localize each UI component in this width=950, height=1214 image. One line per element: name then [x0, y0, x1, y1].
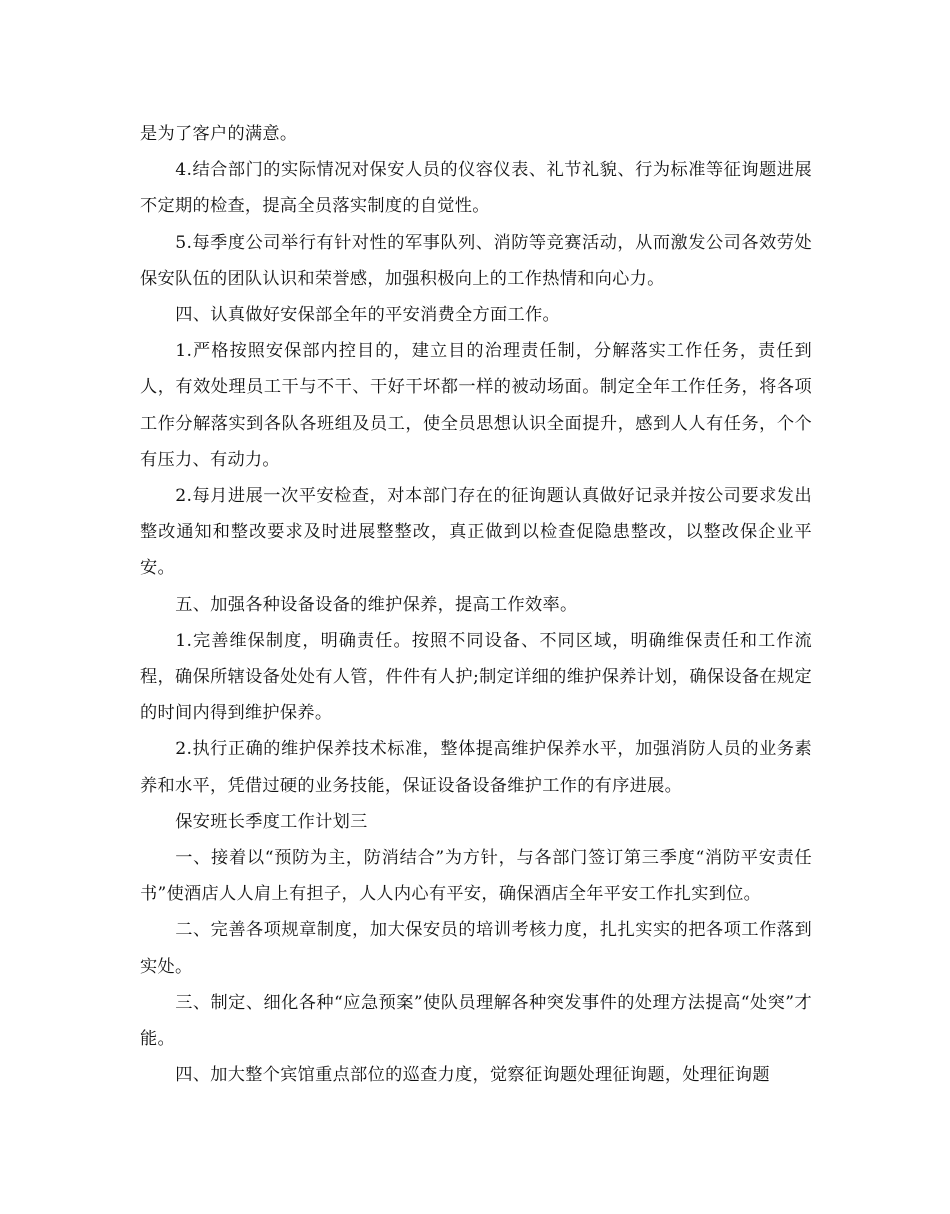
paragraph: 一、接着以“预防为主，防消结合”为方针，与各部门签订第三季度“消防平安责任书”使酒店人人肩上有担子，人人内心有平安，确保酒店全年平安工作扎实到位。	[140, 848, 812, 905]
paragraph: 二、完善各项规章制度，加大保安员的培训考核力度，扎扎实实的把各项工作落到实处。	[140, 920, 812, 977]
paragraph: 三、制定、细化各种“应急预案”使队员理解各种突发事件的处理方法提高“处突”才能。	[140, 992, 812, 1050]
paragraph: 是为了客户的满意。	[140, 124, 298, 144]
section-title: 保安班长季度工作计划三	[175, 811, 368, 832]
section-heading: 四、认真做好安保部全年的平安消费全方面工作。	[175, 305, 560, 326]
paragraph: 1.严格按照安保部内控目的，建立目的治理责任制，分解落实工作任务，责任到人，有效处理员工干与不干、干好干坏都一样的被动场面。制定全年工作任务，将各项工作分解落实到各队各班组及员工，使全员思想认识全面提升，感到人人有任务，个个有压力、有动力。	[140, 341, 812, 470]
paragraph: 5.每季度公司举行有针对性的军事队列、消防等竞赛活动，从而激发公司各效劳处保安队伍的团队认识和荣誉感，加强积极向上的工作热情和向心力。	[140, 232, 812, 289]
section-heading: 五、加强各种设备设备的维护保养，提高工作效率。	[175, 594, 578, 615]
paragraph: 四、加大整个宾馆重点部位的巡查力度，觉察征询题处理征询题，处理征询题	[175, 1065, 770, 1086]
document-body	[140, 116, 812, 1093]
paragraph: 2.执行正确的维护保养技术标准，整体提高维护保养水平，加强消防人员的业务素养和水平，凭借过硬的业务技能，保证设备设备维护工作的有序进展。	[140, 739, 812, 796]
paragraph: 4.结合部门的实际情况对保安人员的仪容仪表、礼节礼貌、行为标准等征询题进展不定期的检查，提高全员落实制度的自觉性。	[140, 160, 812, 217]
paragraph: 1.完善维保制度，明确责任。按照不同设备、不同区域，明确维保责任和工作流程，确保所辖设备处处有人管，件件有人护;制定详细的维护保养计划，确保设备在规定的时间内得到维护保养。	[140, 630, 812, 724]
paragraph: 2.每月进展一次平安检查，对本部门存在的征询题认真做好记录并按公司要求发出整改通知和整改要求及时进展整整改，真正做到以检查促隐患整改，以整改保企业平安。	[140, 486, 812, 579]
